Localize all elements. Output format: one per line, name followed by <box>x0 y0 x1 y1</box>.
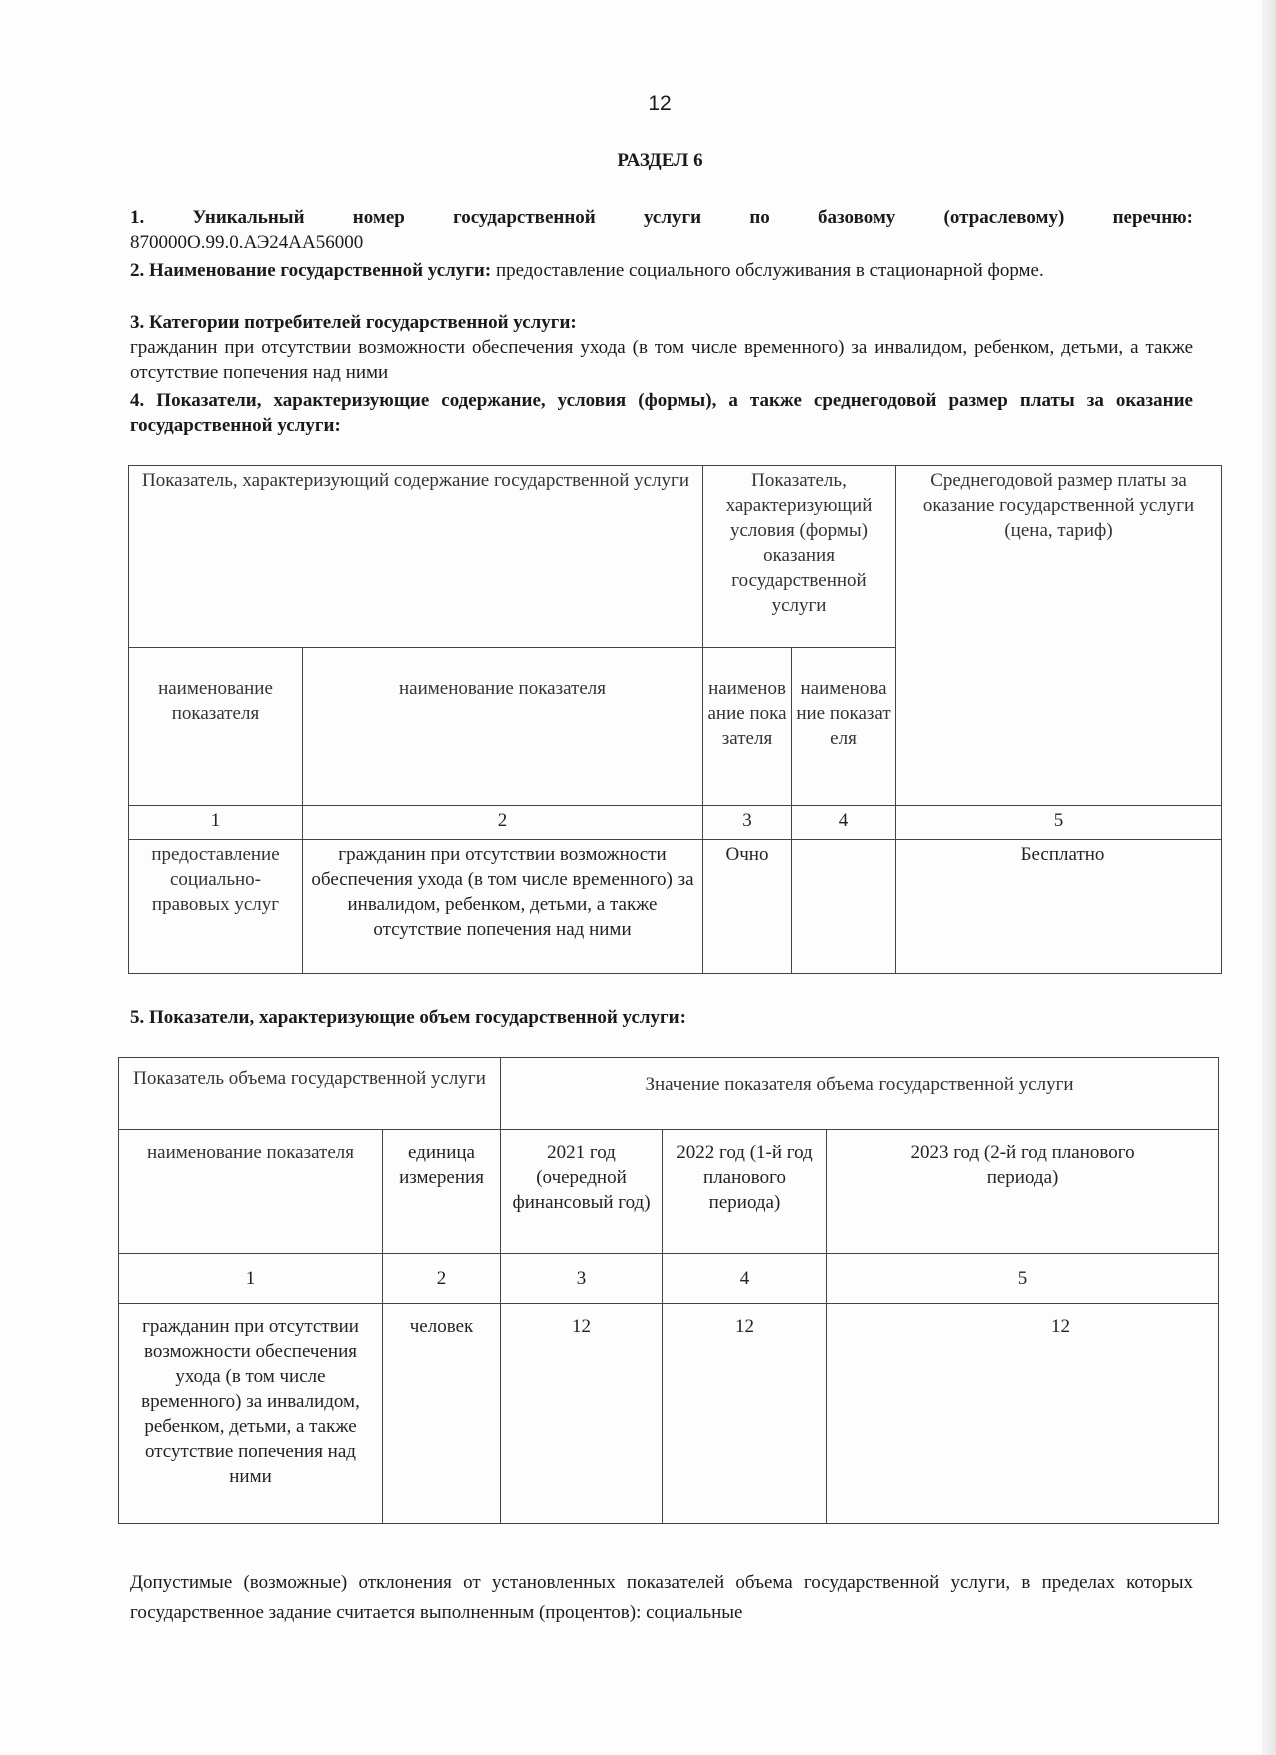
sub-header-2022: 2022 год (1-й год планового периода) <box>663 1130 827 1254</box>
item-5 <box>130 1005 1193 1030</box>
item-2 <box>130 258 1193 283</box>
sub-header-col1: наименование показателя <box>129 648 303 806</box>
header-indicator: Показатель объема государственной услуги <box>119 1058 501 1130</box>
page-edge <box>1262 0 1276 1755</box>
row-fee: Бесплатно <box>896 840 1222 974</box>
volume-row-name: гражданин при отсутствии возможности обеспечения ухода (в том числе временного) за инвалидом, ребенком, детьми, а также отсутствие попечения над ними <box>119 1304 383 1524</box>
sub-header-unit: единица измерения <box>383 1130 501 1254</box>
volume-row-2021: 12 <box>501 1304 663 1524</box>
item-4-label: 4. Показатели, характеризующие содержание, условия (формы), а также среднегодовой размер платы за оказание государственной услуги: <box>130 390 1193 436</box>
header-fee: Среднегодовой размер платы за оказание государственной услуги (цена, тариф) <box>896 466 1222 806</box>
row-condition-2 <box>792 840 896 974</box>
item-4 <box>130 388 1193 438</box>
volume-col-number-3: 3 <box>501 1254 663 1304</box>
col-number-4: 4 <box>792 806 896 840</box>
header-content: Показатель, характеризующий содержание государственной услуги <box>129 466 703 648</box>
item-1-value: 870000О.99.0.АЭ24АА56000 <box>130 232 364 253</box>
row-service-name: предоставление социально-правовых услуг <box>129 840 303 974</box>
section-title: РАЗДЕЛ 6 <box>617 150 703 171</box>
volume-col-number-4: 4 <box>663 1254 827 1304</box>
sub-header-col3: наименование показателя <box>703 648 792 806</box>
item-1-label: 1. Уникальный номер государственной услуги по базовому (отраслевому) перечню: <box>130 207 1193 228</box>
header-conditions: Показатель, характеризующий условия (формы) оказания государственной услуги <box>703 466 896 648</box>
item-2-label: 2. Наименование государственной услуги: <box>130 260 492 281</box>
item-3 <box>130 310 1193 385</box>
item-5-label: 5. Показатели, характеризующие объем государственной услуги: <box>130 1007 686 1028</box>
item-3-value: гражданин при отсутствии возможности обеспечения ухода (в том числе временного) за инвалидом, ребенком, детьми, а также отсутствие попечения над ними <box>130 337 1193 383</box>
sub-header-2023: 2023 год (2-й год планового периода) <box>827 1130 1219 1254</box>
col-number-3: 3 <box>703 806 792 840</box>
volume-col-number-5: 5 <box>827 1254 1219 1304</box>
col-number-5: 5 <box>896 806 1222 840</box>
volume-col-number-2: 2 <box>383 1254 501 1304</box>
col-number-2: 2 <box>303 806 703 840</box>
col-number-1: 1 <box>129 806 303 840</box>
page-number: 12 <box>648 92 672 115</box>
sub-header-name: наименование показателя <box>119 1130 383 1254</box>
volume-table <box>118 1057 1219 1524</box>
deviation-text <box>130 1568 1193 1628</box>
volume-row-2022: 12 <box>663 1304 827 1524</box>
sub-header-2021: 2021 год (очередной финансовый год) <box>501 1130 663 1254</box>
deviation-text-body: Допустимые (возможные) отклонения от установленных показателей объема государственной услуги, в пределах которых государственное задание считается выполненным (процентов): социальные <box>130 1572 1193 1623</box>
item-2-value: предоставление социального обслуживания в стационарной форме. <box>495 260 1044 281</box>
volume-col-number-1: 1 <box>119 1254 383 1304</box>
volume-row-2023: 12 <box>827 1304 1219 1524</box>
sub-header-col2: наименование показателя <box>303 648 703 806</box>
header-value: Значение показателя объема государственной услуги <box>501 1058 1219 1130</box>
content-conditions-table <box>128 465 1222 974</box>
item-3-label: 3. Категории потребителей государственной услуги: <box>130 312 577 333</box>
item-1 <box>130 205 1193 255</box>
row-form: Очно <box>703 840 792 974</box>
sub-header-col4: наименование показателя <box>792 648 896 806</box>
row-indicator-name: гражданин при отсутствии возможности обеспечения ухода (в том числе временного) за инвалидом, ребенком, детьми, а также отсутствие попечения над ними <box>303 840 703 974</box>
volume-row-unit: человек <box>383 1304 501 1524</box>
